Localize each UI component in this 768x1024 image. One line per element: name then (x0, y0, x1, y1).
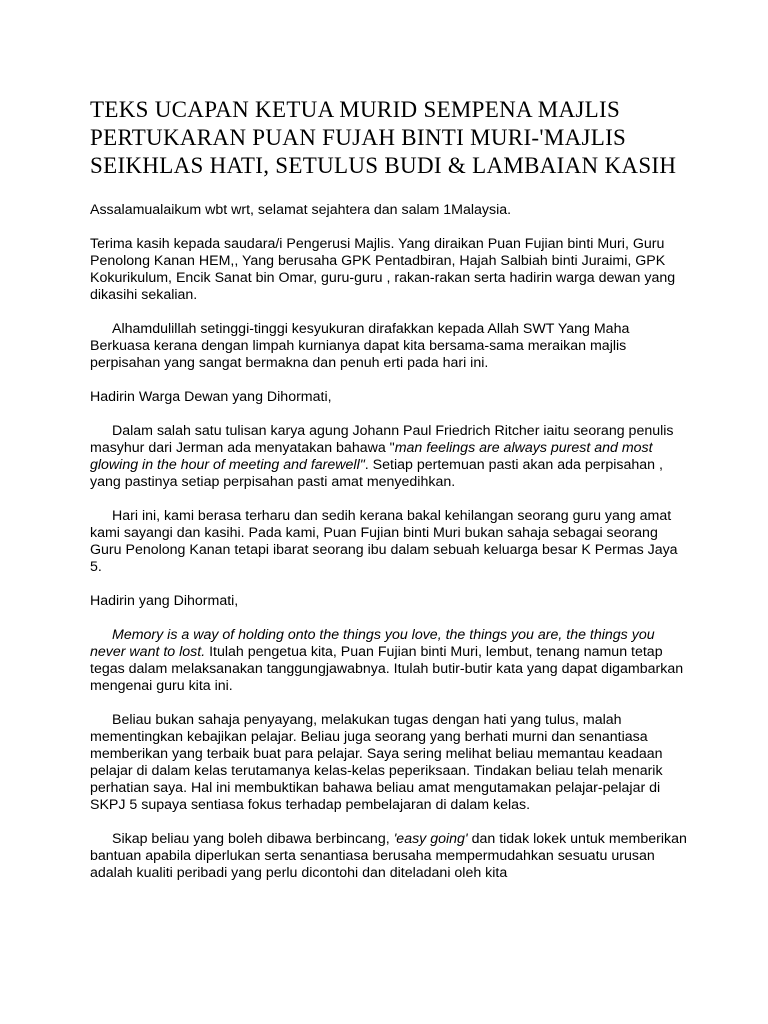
italic-quote: man feelings are always purest and most glowing in the hour of meeting and farewell" (90, 440, 653, 473)
title-line-3: SEIKHLAS HATI, SETULUS BUDI & LAMBAIAN KASIH (90, 153, 677, 178)
paragraph-text: dan tidak lokek untuk memberikan bantuan apabila diperlukan serta senantiasa berusaha mempermudahkan sesuatu urusan adalah kualiti peribadi yang perlu dicontohi dan diteladani oleh kita (90, 831, 687, 881)
paragraph-greeting: Assalamualaikum wbt wrt, selamat sejahtera dan salam 1Malaysia. (90, 202, 512, 218)
title-line-1: TEKS UCAPAN KETUA MURID SEMPENA MAJLIS (90, 97, 621, 122)
paragraph-attitude (90, 831, 688, 882)
paragraph-character: Beliau bukan sahaja penyayang, melakukan tugas dengan hati yang tulus, malah mementingkan kebajikan pelajar. Beliau juga seorang yang berhati murni dan senantiasa memberikan yang terbaik buat para pelajar. Saya sering melihat beliau memantau keadaan pelajar di dalam kelas terutamanya kelas-kelas peperiksaan. Tindakan beliau telah menarik perhatian saya. Hal ini membuktikan bahawa beliau amat mengutamakan pelajar-pelajar di SKPJ 5 supaya sentiasa fokus terhadap pembelajaran di dalam kelas. (90, 712, 663, 813)
italic-quote: 'easy going' (393, 831, 468, 847)
paragraph-gratitude: Alhamdulillah setinggi-tinggi kesyukuran dirafakkan kepada Allah SWT Yang Maha Berkuasa kerana dengan limpah kurnianya dapat kita bersama-sama meraikan majlis perpisahan yang sangat bermakna dan penuh erti pada hari ini. (90, 321, 630, 371)
paragraph-salutation-1: Hadirin Warga Dewan yang Dihormati, (90, 389, 332, 405)
paragraph-text: . Setiap pertemuan pasti akan ada perpisahan , yang pastinya setiap perpisahan pasti amat menyedihkan. (90, 457, 663, 490)
paragraph-text: Sikap beliau yang boleh dibawa berbincang, (112, 831, 394, 847)
document-body (90, 202, 688, 882)
paragraph-acknowledgement: Terima kasih kepada saudara/i Pengerusi Majlis. Yang diraikan Puan Fujian binti Muri, Guru Penolong Kanan HEM,, Yang berusaha GPK Pentadbiran, Hajah Salbiah binti Juraimi, GPK Kokurikulum, Encik Sanat bin Omar, guru-guru , rakan-rakan serta hadirin warga dewan yang dikasihi sekalian. (90, 236, 676, 303)
paragraph-text: Itulah pengetua kita, Puan Fujian binti Muri, lembut, tenang namun tetap tegas dalam melaksanakan tanggungjawabnya. Itulah butir-butir kata yang dapat digambarkan mengenai guru kita ini. (90, 644, 684, 694)
document-title (90, 96, 688, 180)
paragraph-today: Hari ini, kami berasa terharu dan sedih kerana bakal kehilangan seorang guru yang amat kami sayangi dan kasihi. Pada kami, Puan Fujian binti Muri bukan sahaja sebagai seorang Guru Penolong Kanan tetapi ibarat seorang ibu dalam sebuah keluarga besar K Permas Jaya 5. (90, 508, 678, 575)
title-line-2: PERTUKARAN PUAN FUJAH BINTI MURI-'MAJLIS (90, 125, 627, 150)
paragraph-salutation-2: Hadirin yang Dihormati, (90, 593, 239, 609)
paragraph-memory (90, 627, 688, 695)
italic-quote: Memory is a way of holding onto the things you love, the things you are, the things you never want to lost. (90, 627, 655, 660)
paragraph-text: Dalam salah satu tulisan karya agung Johann Paul Friedrich Ritcher iaitu seorang penulis masyhur dari Jerman ada menyatakan bahawa " (90, 423, 674, 456)
paragraph-quote-ritcher (90, 423, 688, 491)
